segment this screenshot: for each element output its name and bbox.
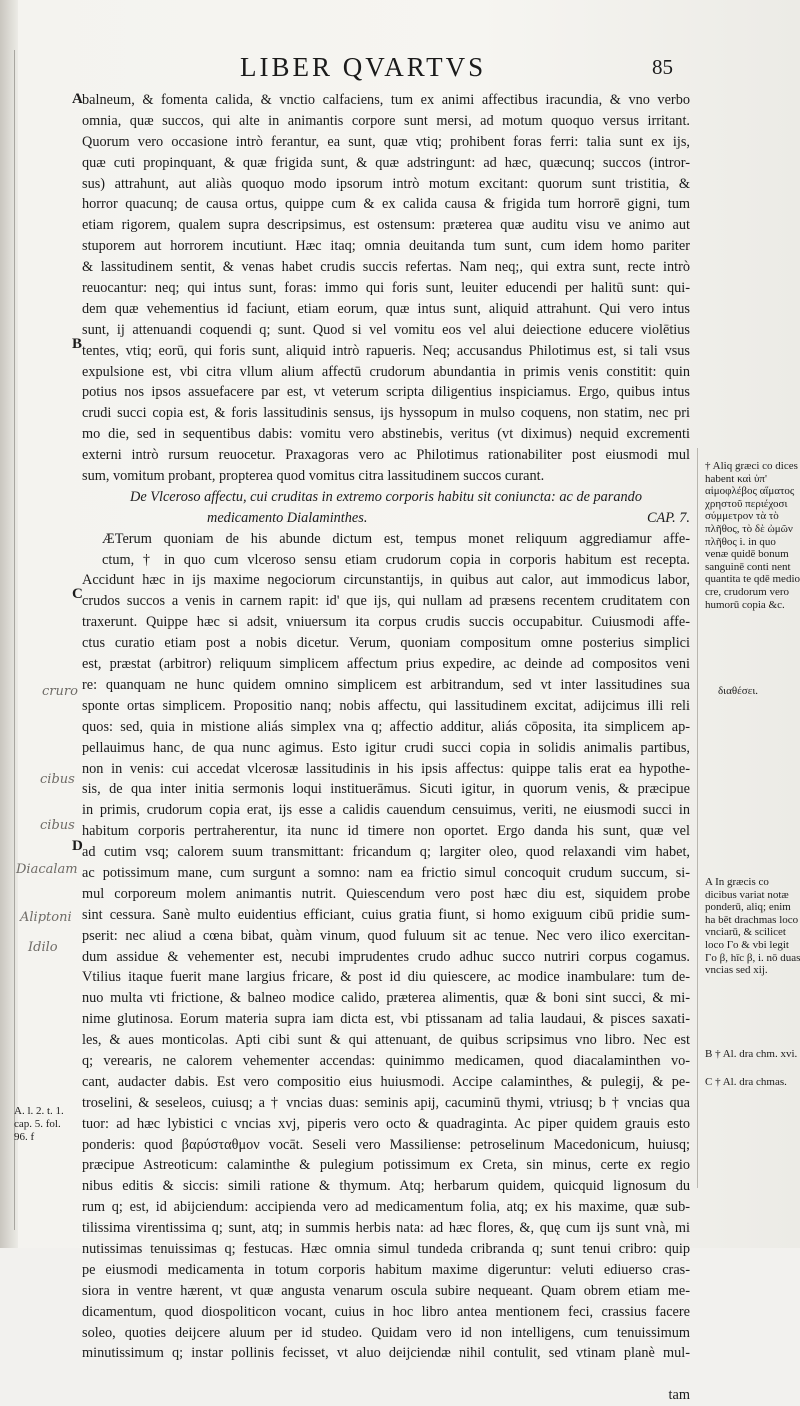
chapter-heading-2: [82, 508, 690, 529]
text-line: etiam rigorem, qualem supra descripsimus, est ostensum: præterea quæ auditu visu ve animo aut: [82, 217, 690, 234]
text-line: ctus curatio etiam post a nobis dicetur. Verum, quoniam compositum omne posterius simplici: [82, 635, 690, 652]
section-marker-c: C: [72, 586, 83, 602]
text-line: siora in ventre hærent, vt quæ angusta venarum oscula subire nequeant. Quam obrem etiam me-: [82, 1282, 690, 1299]
text-line: horror quacunq; de causa ortus, quippe cum & ex calida causa & frigida tum horrorē gigni, tum: [82, 196, 690, 213]
text-line: in primis, crudorum copia erat, ijs esse a calidis cauendum censuimus, veriti, ne eiusmodi succi in: [82, 802, 690, 819]
text-line: nibus editis & siccis: simili ratione & thymum. Atq; herbarum quidem, quicquid lignosum du: [82, 1178, 690, 1195]
text-line: minutissimum q; instar pollinis fecisset, vt aluo deijciendæ nihil contulit, sed vtinam planè mul-: [82, 1345, 690, 1362]
text-line: reuocantur: neq; qui intus sunt, foras: immo qui foris sunt, leuiter educendi per halitū sunt: qui-: [82, 280, 690, 297]
text-line: nutissimas tenuissimas q; festucas. Hæc omnia simul tundeda cribranda q; sunt tenui cribro: quip: [82, 1240, 690, 1257]
text-line: Accidunt hæc in ijs maxime negociorum circunstantijs, in quibus aut calor, aut immodicus labor,: [82, 572, 690, 589]
text-line: expulsione est, vbi citra vllum alium affectū crudorum abundantia in primis venis constitit: quin: [82, 363, 690, 380]
text-line: tentes, vtiq; eorū, qui foris sunt, aliquid intrò rapueris. Neq; accusandus Philotimus est, si tali vsus: [82, 342, 690, 359]
margin-note-greek-variant: † Aliq græci co dices habent καὶ ὑπ' αἱμοφλέβος αἵματος χρηστοῦ περιέχοσι σύμμετρον τὰ τὸ πλῆθος, τὸ δὲ ὠμῶν πλῆθος i. in quo venæ quidē bonum sanguinē conti nent quantita te qdē medio cre, crudorum vero humorū copia &c.: [705, 460, 800, 611]
text-line: ponderis: quod βαρύσταθμον vocāt. Seseli vero Massiliense: petroselinum Macedonicum, huiusq;: [82, 1136, 690, 1153]
margin-note-weights: A In græcis co dicibus variat notæ ponderū, aliq; enim ha bēt drachmas loco vnciarū, & scilicet loco Γο & vbi legit Γο β, hīc β, i. nō duas vncias sed xij.: [705, 876, 800, 977]
text-line: q; verearis, ne calorem vehementer accendas: quinimmo medicamen, quod diacalaminthen vo-: [82, 1052, 690, 1069]
body-text: [82, 90, 690, 1406]
chapter-heading: De Vlceroso affectu, cui cruditas in extremo corporis habitu sit coniuncta: ac de parando: [130, 488, 642, 505]
text-line: nuo multa vti frictione, & balneo modice calido, præterea alimentis, quæ & boni sint succi, & mi-: [82, 990, 690, 1007]
text-line: est, præstat (arbitror) reliquum simplicem affectum prius expedire, ac deinde ad compositos veni: [82, 656, 690, 673]
margin-rule-right: [697, 448, 698, 1188]
text-line: mul corporeum molem animantis nutrit. Quiescendum vero post hæc diu est, siquidem probe: [82, 885, 690, 902]
catchword: tam: [668, 1387, 690, 1404]
text-line: sponte ortas simplicem. Propositio nanq; nobis affectu, qui lassitudinem excitat, adijcimus illi reli: [82, 697, 690, 714]
page-gutter: [0, 0, 18, 1248]
text-line: soleo, quoties deijcere aluum per id studeo. Quidam vero id non intelligens, cum tenuissimum: [82, 1324, 690, 1341]
text-line: crudi succi copia est, & foris lassitudinis sensus, ijs hyssopum in mulso coquens, non statim, nec pri: [82, 405, 690, 422]
text-line: sis, de qua inter initia sermonis loqui instituerāmus. Sicuti igitur, in quorum venis, & præcipue: [82, 781, 690, 798]
text-line: cant, audacter dabis. Est vero compositio eius huiusmodi. Accipe calaminthes, & pulegij, & pe-: [82, 1073, 690, 1090]
text-line: sunt, ij attenuandi coquendi q; sunt. Quod si vel vomitu eos vel alui deiectione educere violētius: [82, 321, 690, 338]
text-line: ad cutim vsq; calorem suum transmittant: fricandum q; largiter oleo, quod relaxandi vim habet,: [82, 844, 690, 861]
handwritten-annotation: Diacalam: [16, 862, 78, 877]
text-line: tuor: ad hæc lybistici c vncias xvj, piperis vero octo & quadraginta. Ac piper quidem grauis esto: [82, 1115, 690, 1132]
text-line: omnia, quæ succos, qui alte in animantis corpore sunt mersi, ad motum quoquo versus irritant.: [82, 112, 690, 129]
chapter-heading-line2: medicamento Dialaminthes.: [207, 509, 368, 526]
page-number: 85: [652, 55, 673, 79]
text-line: pe eiusmodi medicamenta in totum corporis habitum maxime digeruntur: veluti ediuerso cras-: [82, 1261, 690, 1278]
text-line: præcipue Astreoticum: calaminthe & pulegium potissimum ex Creta, sin minus, certe ex regio: [82, 1157, 690, 1174]
text-line: tilissima virentissima q; sunt, atq; in summis herbis nata: ad hæc flores, &, quę cum ijs sunt vnà, mi: [82, 1220, 690, 1237]
text-line: ÆTerum quoniam de his abunde dictum est, tempus monet reliquum aggrediamur affe-: [102, 530, 690, 547]
text-line: non in venis: cui accedat vlcerosæ lassitudinis in his ipsis affectus: quippe talis erat ea hypothe-: [82, 760, 690, 777]
text-line: mo die, sed in sequentibus dabis: vomitu vero abstinebis, veritus (vt diximus) nequid excrementi: [82, 426, 690, 443]
text-line: stuporem aut horrorem incutiunt. Hæc itaq; omnia deuitanda tum sunt, cum idem homo pariter: [82, 238, 690, 255]
text-line: rum q; est, id abijciendum: accipienda vero ad medicamentum folia, atq; ex his maxime, quæ sub-: [82, 1199, 690, 1216]
text-line: Quorum vero occasione intrò ferantur, ea sunt, quæ vtiq; prohibent foras ferri: talia sunt ex ijs,: [82, 133, 690, 150]
text-line: externi intrò rursum reuocetur. Praxagoras vero ac Philotimus rationabiliter post eiusmodi mul: [82, 447, 690, 464]
running-title: LIBER QVARTVS: [240, 52, 487, 82]
section-marker-a: A: [72, 91, 83, 107]
text-line: potius nos ipsos assuefacere par est, vt veterum scripta diligentius inspiciamus. Ergo, quibus intus: [82, 384, 690, 401]
handwritten-annotation: cibus: [40, 772, 75, 787]
text-line: pellauimus hanc, de qua nunc agimus. Esto igitur crudi succi copia in solidis animalis partibus,: [82, 739, 690, 756]
text-line: pserit: nec aliud a cœna bibat, quàm vinum, quod fuluum sit ac tenue. Nec vero ilico exercitan-: [82, 927, 690, 944]
text-line: traxerunt. Quippe hæc si adsit, vniuersum ita corpus crudis succis occupabitur. Cuiusmodi affe-: [82, 614, 690, 631]
text-line: ac potissimum mane, cum surgunt a somno: nam ea frictio simul concoquit crudum succum, si-: [82, 864, 690, 881]
text-line: dum assidue & vehementer est, necubi imprudentes crudo adhuc succo nutriri corpus cogamus.: [82, 948, 690, 965]
text-line: dem quæ vehementius id faciunt, etiam eorum, quæ intus sunt, aliquid attrahunt. Qui vero intus: [82, 300, 690, 317]
text-line: Vtilius itaque fuerit mane largius fricare, & post id diu quiescere, ac modice inambulare: tum de-: [82, 969, 690, 986]
text-line: sum, vomitum probant, propterea quod vomitus citra lassitudinem succos curant.: [82, 468, 545, 485]
margin-note-reference: A. l. 2. t. 1. cap. 5. fol. 96. f: [14, 1105, 64, 1143]
section-marker-d: D: [72, 838, 83, 854]
margin-note-c: C † Al. dra chmas.: [705, 1076, 787, 1088]
margin-note-greek-word: διαθέσει.: [718, 685, 759, 697]
text-line: sint cessura. Sanè multo euidentius efficiant, cuius gratia fiunt, si homo exiguum cibū pridie sum-: [82, 906, 690, 923]
text-line: habitum corporis pertraherentur, ita nunc id timere non oportet. Ergo danda his sunt, quæ vel: [82, 823, 690, 840]
handwritten-annotation: cibus: [40, 818, 75, 833]
text-line: quæ cuti propinquant, & quæ frigida sunt, & quæ adstringunt: ad hæc, quæcunq; succos (intror-: [82, 154, 690, 171]
margin-rule-left: [14, 50, 15, 1230]
text-line: dicamentum, quod diospoliticon vocant, cuius in hoc libro antea mentionem feci, crassius facere: [82, 1303, 690, 1320]
handwritten-annotation: Idilo: [28, 940, 58, 955]
text-line: balneum, & fomenta calida, & vnctio calfaciens, tum ex animi affectibus iracundia, & vno verbo: [82, 92, 690, 108]
section-marker-b: B: [72, 336, 83, 352]
text-line: quos: sed, quia in mistione aliás simplex vna q; affectio additur, aliás cōposita, ita simplicem ap-: [82, 718, 690, 735]
text-line: ctum, † in quo cum vlceroso sensu etiam crudorum copia in corporis habitum est recepta.: [102, 551, 690, 568]
handwritten-annotation: cruro: [42, 684, 78, 699]
text-line: nime glutinosa. Eorum materia supra iam dicta est, vbi ptissanam ad talia laudaui, & pisces saxati-: [82, 1011, 690, 1028]
text-line: sus) attrahunt, aut aliàs quoquo modo ipsorum intrò motum excitant: quorum sunt tristitia, &: [82, 175, 690, 192]
chapter-label: CAP. 7.: [646, 509, 690, 526]
text-line: re: quanquam ne hunc quidem omnino simplicem est arbitrandum, sed vt inter lassitudines sua: [82, 676, 690, 693]
text-line: troselini, & seseleos, cuiusq; a † vncias duas: seminis apij, cacuminū thymi, vtriusq; b † vncias qua: [82, 1094, 690, 1111]
text-line: & lassitudinem sentit, & venas habet crudis succis refertas. Nam neq;, qui extra sunt, recte intrò: [82, 259, 690, 276]
text-line: crudos succos a venis in carnem rapit: id' que ijs, qui nullam ad præsens recentem cruditatem con: [82, 593, 690, 610]
text-line: [82, 1364, 690, 1385]
margin-note-b: B † Al. dra chm. xvi.: [705, 1048, 798, 1060]
text-line: les, & aues monticolas. Apti cibi sunt & qui attenuant, de quibus scripsimus vno libro. Nec est: [82, 1032, 690, 1049]
handwritten-annotation: Aliptoni: [20, 910, 72, 925]
